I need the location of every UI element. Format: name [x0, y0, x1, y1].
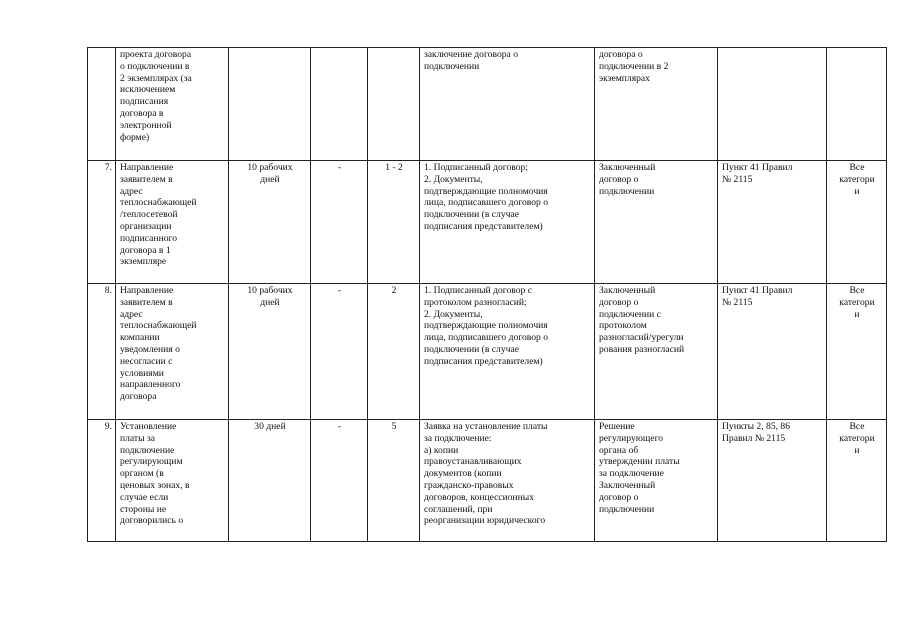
term-cell: 10 рабочих дней — [229, 161, 311, 284]
procedure-table — [87, 47, 887, 542]
column-5-cell: 1 - 2 — [368, 161, 420, 284]
result-cell: договора о подключении в 2 экземплярах — [595, 48, 718, 161]
category-cell: Все категори и — [827, 161, 887, 284]
column-5-cell: 2 — [368, 284, 420, 420]
table-row — [88, 48, 887, 161]
column-4-cell: - — [311, 161, 368, 284]
documents-cell: 1. Подписанный договор; 2. Документы, подтверждающие полномочия лица, подписавшего договор о подключении (в случае подписания представителем) — [420, 161, 595, 284]
documents-cell: Заявка на установление платы за подключение: а) копии правоустанавливающих документов (копии гражданско-правовых договоров, концессионных соглашений, при реорганизации юридического — [420, 420, 595, 542]
result-cell: Заключенный договор о подключении с протоколом разногласий/урегули рования разногласий — [595, 284, 718, 420]
term-cell: 10 рабочих дней — [229, 284, 311, 420]
action-cell: проекта договора о подключении в 2 экземплярах (за исключением подписания договора в электронной форме) — [116, 48, 229, 161]
legal-basis-cell: Пункт 41 Правил № 2115 — [718, 284, 827, 420]
legal-basis-cell: Пункты 2, 85, 86 Правил № 2115 — [718, 420, 827, 542]
action-cell: Направление заявителем в адрес теплоснабжающей /теплосетевой организации подписанного договора в 1 экземпляре — [116, 161, 229, 284]
term-cell: 30 дней — [229, 420, 311, 542]
column-5-cell: 5 — [368, 420, 420, 542]
column-5-cell — [368, 48, 420, 161]
column-4-cell: - — [311, 420, 368, 542]
result-cell: Решение регулирующего органа об утверждении платы за подключение Заключенный договор о подключении — [595, 420, 718, 542]
documents-cell: заключение договора о подключении — [420, 48, 595, 161]
documents-cell: 1. Подписанный договор с протоколом разногласий; 2. Документы, подтверждающие полномочия лица, подписавшего договор о подключении (в случае подписания представителем) — [420, 284, 595, 420]
action-cell: Направление заявителем в адрес теплоснабжающей компании уведомления о несогласии с условиями направленного договора — [116, 284, 229, 420]
row-number: 9. — [88, 420, 116, 542]
table-row — [88, 161, 887, 284]
column-4-cell: - — [311, 284, 368, 420]
result-cell: Заключенный договор о подключении — [595, 161, 718, 284]
row-number: 7. — [88, 161, 116, 284]
term-cell — [229, 48, 311, 161]
table-row — [88, 284, 887, 420]
row-number: 8. — [88, 284, 116, 420]
legal-basis-cell — [718, 48, 827, 161]
column-4-cell — [311, 48, 368, 161]
category-cell: Все категори и — [827, 284, 887, 420]
category-cell — [827, 48, 887, 161]
table-row — [88, 420, 887, 542]
action-cell: Установление платы за подключение регулирующим органом (в ценовых зонах, в случае если стороны не договорились о — [116, 420, 229, 542]
row-number — [88, 48, 116, 161]
category-cell: Все категори и — [827, 420, 887, 542]
legal-basis-cell: Пункт 41 Правил № 2115 — [718, 161, 827, 284]
